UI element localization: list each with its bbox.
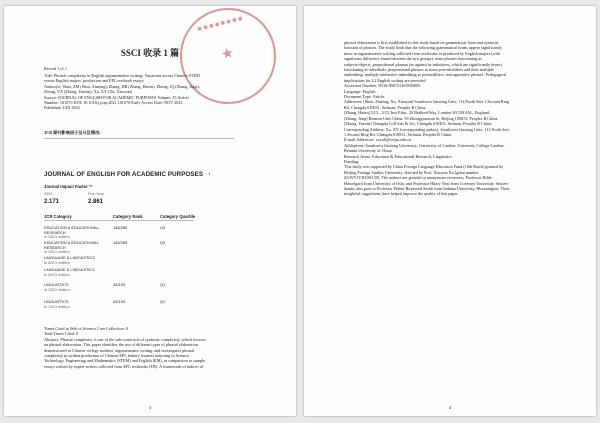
text-line: ZGWYJYJJ10A130]. The authors are grateful to anonymous reviewers, Professor Hilde <box>344 175 492 181</box>
text-line: versus English majors' production and EFL textbook essays <box>44 78 144 84</box>
rank-cell: 146/265 <box>113 240 128 245</box>
jif-label: Journal Impact Factor ™ <box>44 184 94 189</box>
text-line: implications for L2 English writing are provided. <box>344 77 427 83</box>
text-line: Document Type: Article <box>344 94 385 100</box>
jif-value-2: 2.861 <box>88 199 104 205</box>
text-line: Source: JOURNAL OF ENGLISH FOR ACADEMIC PURPOSES Volume: 55 Article <box>44 94 189 100</box>
record-label: Record 1 of 1 <box>44 66 67 71</box>
col-rank: Category Rank <box>113 214 143 219</box>
text-line: Zhong, YX (Zhong, Yuexin); Xu, XY (Xu, Xiaoyan) <box>44 89 133 95</box>
text-line: [Zhang, Jiaqi] Renmin Univ China, 59 Zhongguancun St, Beijing 100872, Peoples R China. <box>344 115 499 121</box>
text-line: Corresponding Address: Xu, XY (corresponding author), Southwest Jiaotong Univ, 111,North Sect <box>344 126 510 132</box>
text-line: Research Areas: Education & Educational Research; Linguistics <box>344 153 452 159</box>
citation-metadata <box>44 73 266 111</box>
edition-label: in SSCI edition <box>44 249 70 255</box>
category-cell <box>44 283 106 292</box>
category-name: EDUCATION & EDUCATIONAL RESEARCH <box>44 225 99 235</box>
text-line: functioning as adverbials, prepositional phrases as noun post-modifiers and their multiple <box>344 67 494 73</box>
jif-year-1: 2020 <box>44 192 53 196</box>
text-line: Funding: <box>344 158 360 164</box>
text-line: 1,Second Ring Rd, Chengdu 610031, Sichuan, Peoples R China. <box>344 131 453 137</box>
category-cell <box>44 226 106 240</box>
text-line: [Zhang, Haoru] UCL, UCL Inst Educ, 20 Bedford Way, London WC1H 0AL, England. <box>344 110 490 116</box>
text-line: Language: English <box>344 88 376 94</box>
text-line: Times Cited in Web of Science Core Collection: 0 <box>44 326 128 331</box>
quartile-cell: Q1 <box>160 299 166 304</box>
text-line: significant difference found between the two groups): noun phrases functioning as <box>344 56 482 62</box>
text-line: insightful suggestions have helped improve the quality of this paper. <box>344 191 459 197</box>
rank-cell: 43/193 <box>113 282 125 287</box>
text-line: Author(s): Shao, ZM (Shao, Zimeng); Zhang, HR (Zhang, Haoru); Zhong, JQ (Zhang, Jiaqi); <box>44 83 201 89</box>
text-line: thanks also goes to Professor Walter Raymond Smith from Indiana University, Bloomington. Their <box>344 185 510 191</box>
category-name: EDUCATION & EDUCATIONAL RESEARCH <box>44 240 99 250</box>
rank-cell: 43/193 <box>113 299 125 304</box>
quartile-cell: Q3 <box>160 240 166 245</box>
edition-label: in SSCI edition <box>44 234 70 240</box>
text-line: demonstrated in Chinese college students' argumentative writing, and investigates phrasal <box>44 347 195 353</box>
text-line: Affiliations: Southwest Jiaotong University; University of London; University College London; <box>344 142 505 148</box>
left-page <box>4 6 296 416</box>
text-line: This study was supported by China Foreign Language Education Fund (10th Batch) granted by <box>344 164 504 170</box>
divider <box>44 220 194 221</box>
page-title: SSCI 收录 1 篇 <box>120 48 180 58</box>
text-line: Number: 101070 DOI: 10.1016/j.jeap.2021.101070 Early Access Date: NOV 2021 <box>44 100 183 106</box>
seal-stamp: ● ● ● ● ● ● ● ● ★ <box>170 6 286 114</box>
abstract-block <box>44 326 266 369</box>
text-line: Abstract: Phrasal complexity is one of the sub-constructs of syntactic complexity, which focuses <box>44 336 206 342</box>
journal-name: JOURNAL OF ENGLISH FOR ACADEMIC PURPOSES $^i$ <box>44 171 211 178</box>
text-line: Title: Phrasal complexity in English argumentative writing: Variations across Chinese STEM <box>44 73 200 78</box>
divider <box>44 138 234 139</box>
col-quartile: Category Quartile <box>160 214 196 219</box>
text-line: phrasal elaboration is first established in this study based on grammatical form and syntactic <box>344 40 499 45</box>
text-line: Total Times Cited: 0 <box>44 331 79 337</box>
text-line: Hasselgard from University of Oslo, and Professor Hilary Nesi from Coventry University. Sincere <box>344 180 509 186</box>
edition-label: in SSCI edition <box>44 303 70 309</box>
page-number: 4 <box>448 405 452 410</box>
edition-label: in AHCI edition <box>44 271 70 277</box>
text-line: on phrasal elaboration. This paper identifies the use of different types of phrasal elaboration <box>44 342 198 348</box>
jif-year-2: Five Year <box>88 192 104 196</box>
category-name: LANGUAGE & LINGUISTICS <box>44 267 95 272</box>
text-line: subjects/objects, prepositional phrases (as against to-infinitives, which are significantly fewer) <box>344 61 503 67</box>
category-name: LINGUISTICS <box>44 282 69 287</box>
edition-label: in AHCI edition <box>44 259 70 265</box>
text-line: Renmin University of China <box>344 148 392 154</box>
text-line: function of phrases. The study finds that the following grammatical forms appear significantly <box>344 45 502 51</box>
jcr-heading: JCR 期刊影响因子及分区情况: <box>44 130 101 135</box>
quartile-cell: Q3 <box>160 225 166 230</box>
category-cell <box>44 268 106 277</box>
quartile-cell: Q1 <box>160 282 166 287</box>
edition-label: in SSCI edition <box>44 286 70 292</box>
page-number: 3 <box>148 405 152 410</box>
text-line: more in argumentative writing collected from textbooks or produced by English majors (with <box>344 50 501 56</box>
text-line: E-mail Addresses: xxyoll@swjtu.edu.cn <box>344 137 412 143</box>
text-line: Addresses: [Shao, Zimeng; Xu, Xiaoyan] Southwest Jiaotong Univ, 111,North Sect 1,Second Ring <box>344 99 510 105</box>
text-line: Accession Number: WOS:000721363500003 <box>344 83 420 89</box>
text-line: Beijing Foreign Studies University, directed by Prof. Xiaoyan Xu [grant number <box>344 169 479 175</box>
category-cell <box>44 300 106 309</box>
text-line: embedding, multiple attributive embedding as premodifiers, and appositive phrases. Pedagogical <box>344 72 507 78</box>
text-line: Published: JAN 2022 <box>44 105 80 111</box>
category-name: LINGUISTICS <box>44 299 69 304</box>
text-line: Technology, Engineering and Mathematics (STEM) and English (EM), in comparison to sample <box>44 358 205 364</box>
category-name: LANGUAGE & LINGUISTICS <box>44 255 95 260</box>
jif-value-1: 2.171 <box>44 199 60 205</box>
col-category: JCR Category <box>44 214 72 219</box>
star-icon: ★ <box>219 45 236 64</box>
text-line: [Zhong, Yuexin] Chengdu Coll Arts & Sci, Chengdu 610401, Sichuan, Peoples R China. <box>344 121 493 127</box>
text-line: essays written by expert writers collected from EFL textbooks (TB). A framework of indices of <box>44 363 204 369</box>
category-cell <box>44 241 106 255</box>
right-page <box>304 6 596 416</box>
rank-cell: 146/265 <box>113 225 128 230</box>
text-line: complexity in written production of Chinese EFL tertiary learners majoring in Science, <box>44 353 190 359</box>
text-line: Rd, Chengdu 610031, Sichuan, Peoples R China. <box>344 104 427 110</box>
category-cell <box>44 256 106 265</box>
article-details <box>344 40 558 197</box>
